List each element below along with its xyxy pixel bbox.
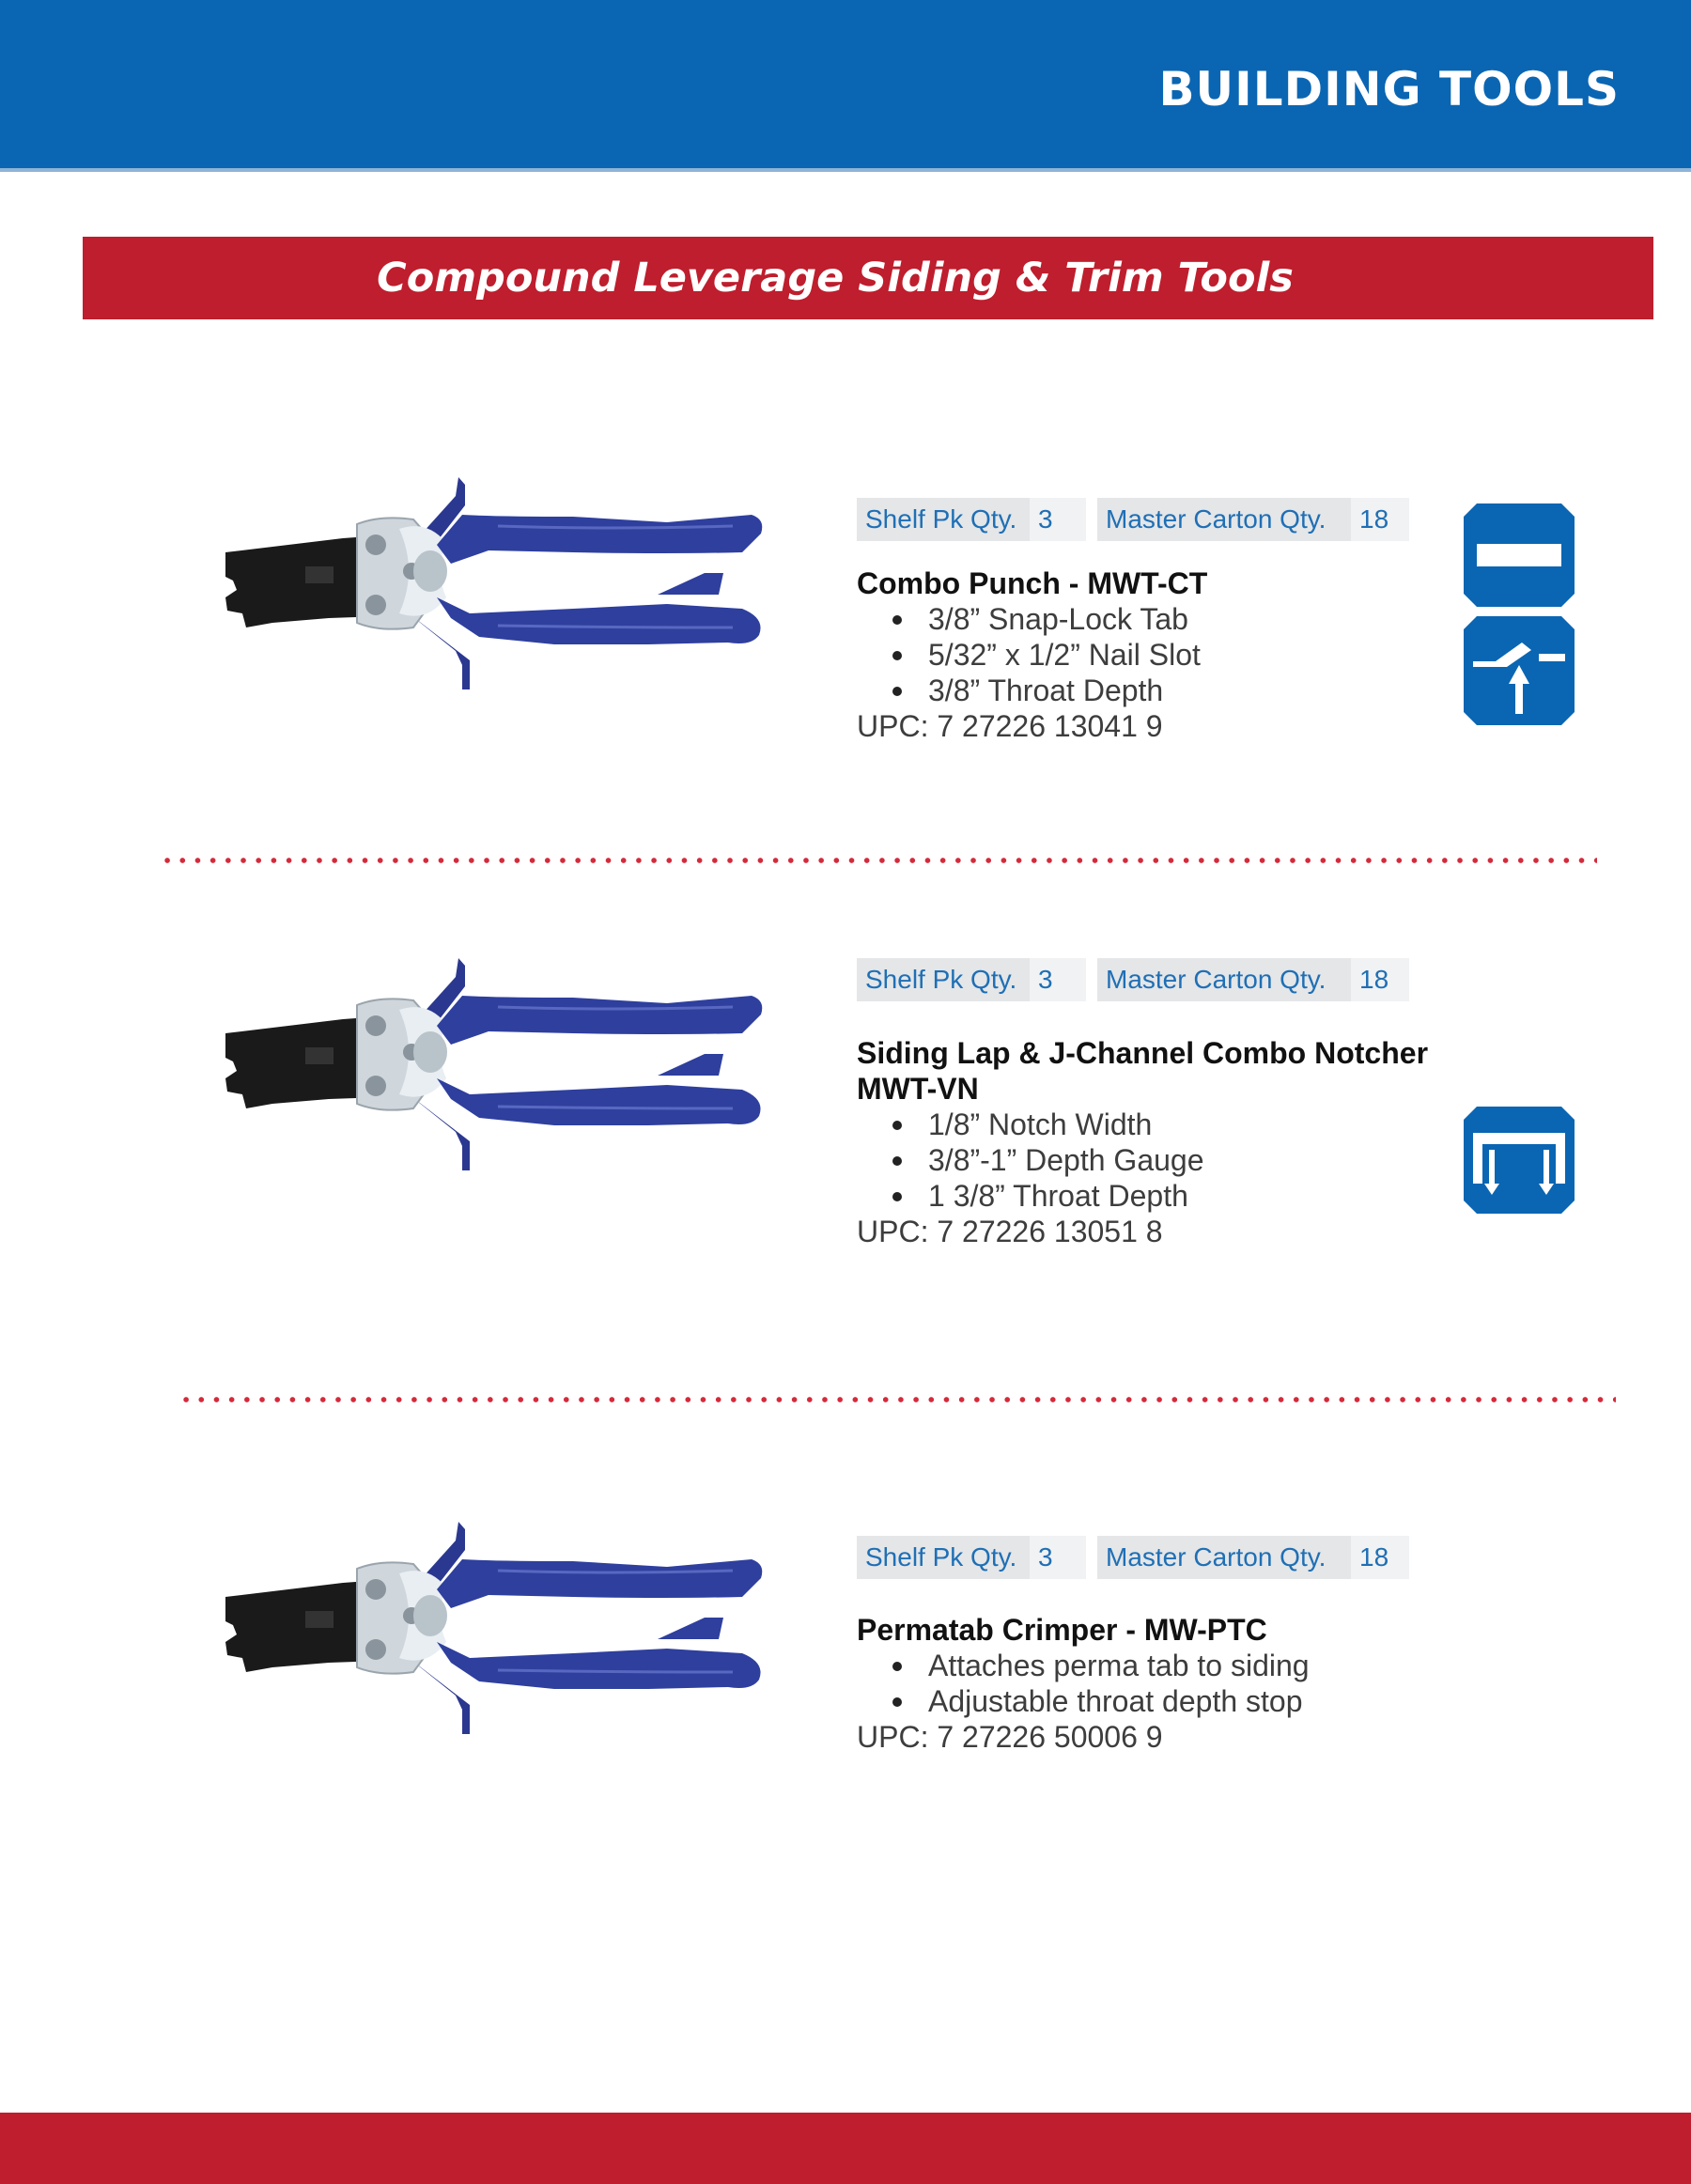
snap-lock-tab-icon (1464, 616, 1575, 725)
master-qty-value: 18 (1351, 498, 1409, 541)
product-info (857, 1612, 1310, 1755)
combo-punch-image (216, 477, 808, 693)
shelf-qty-value: 3 (1030, 958, 1086, 1001)
feature-item: 3/8” Snap-Lock Tab (857, 601, 1207, 637)
product-name: Combo Punch - MWT-CT (857, 566, 1208, 600)
feature-item: 1 3/8” Throat Depth (857, 1178, 1428, 1214)
section-title: Compound Leverage Siding & Trim Tools (377, 255, 1294, 302)
feature-item: 3/8” Throat Depth (857, 673, 1207, 708)
feature-list (857, 1107, 1428, 1214)
master-qty-label: Master Carton Qty. (1097, 498, 1351, 541)
master-qty-value: 18 (1351, 1536, 1409, 1579)
qty-row (857, 958, 1409, 1001)
feature-list (857, 601, 1207, 708)
section-banner (83, 237, 1653, 319)
feature-item: Adjustable throat depth stop (857, 1683, 1310, 1719)
feature-item: Attaches perma tab to siding (857, 1648, 1310, 1683)
upc-code: UPC: 7 27226 13051 8 (857, 1215, 1163, 1248)
header-bar (0, 0, 1691, 172)
dotted-divider (160, 858, 1597, 863)
product-info (857, 1035, 1428, 1249)
shelf-qty-label: Shelf Pk Qty. (857, 1536, 1030, 1579)
upc-code: UPC: 7 27226 13041 9 (857, 709, 1163, 743)
notch-icon (1464, 1107, 1575, 1214)
master-qty-label: Master Carton Qty. (1097, 958, 1351, 1001)
feature-item: 5/32” x 1/2” Nail Slot (857, 637, 1207, 673)
feature-item: 1/8” Notch Width (857, 1107, 1428, 1142)
footer-bar (0, 2113, 1691, 2184)
upc-code: UPC: 7 27226 50006 9 (857, 1720, 1163, 1754)
page-title: BUILDING TOOLS (1158, 62, 1620, 116)
master-qty-label: Master Carton Qty. (1097, 1536, 1351, 1579)
master-qty-value: 18 (1351, 958, 1409, 1001)
feature-list (857, 1648, 1310, 1719)
qty-row (857, 498, 1409, 541)
permatab-crimper-image (216, 1522, 808, 1738)
shelf-qty-value: 3 (1030, 498, 1086, 541)
shelf-qty-value: 3 (1030, 1536, 1086, 1579)
combo-notcher-image (216, 958, 808, 1174)
dotted-divider (178, 1397, 1616, 1402)
feature-item: 3/8”-1” Depth Gauge (857, 1142, 1428, 1178)
product-info (857, 565, 1207, 744)
product-name: Permatab Crimper - MW-PTC (857, 1613, 1267, 1647)
shelf-qty-label: Shelf Pk Qty. (857, 498, 1030, 541)
product-name: Siding Lap & J-Channel Combo Notcher (857, 1036, 1429, 1070)
qty-row (857, 1536, 1409, 1579)
shelf-qty-label: Shelf Pk Qty. (857, 958, 1030, 1001)
slot-punch-icon (1464, 503, 1575, 607)
product-model: MWT-VN (857, 1072, 979, 1106)
